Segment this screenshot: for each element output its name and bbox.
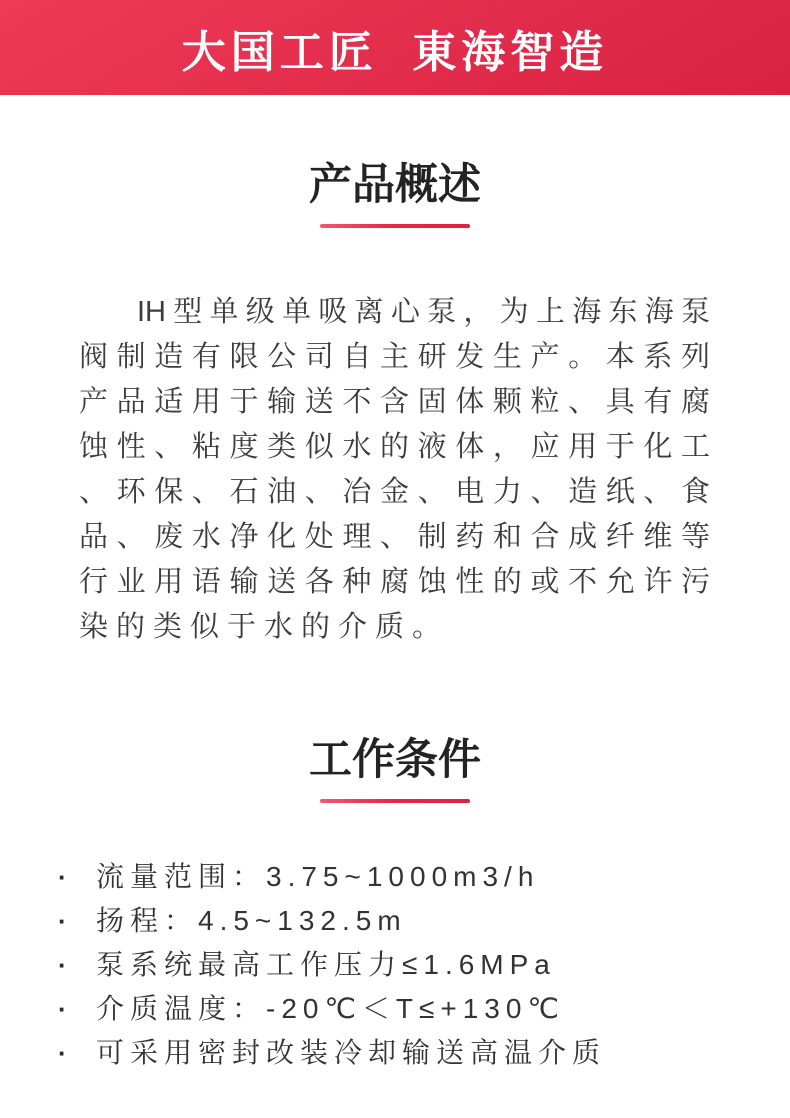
overview-title: 产品概述 bbox=[309, 161, 481, 209]
condition-text: 泵系统最高工作压力≤1.6MPa bbox=[96, 949, 556, 980]
condition-text: 扬程：4.5~132.5m bbox=[96, 905, 407, 936]
bullet-dot-icon: · bbox=[58, 950, 67, 980]
conditions-title-underline bbox=[320, 799, 470, 803]
condition-item bbox=[58, 1031, 750, 1075]
condition-item bbox=[58, 987, 750, 1031]
condition-item bbox=[58, 943, 750, 987]
paragraph-line: IH型单级单吸离心泵，为上海东海泵 bbox=[137, 296, 710, 328]
bullet-dot-icon: · bbox=[58, 994, 67, 1024]
paragraph-line: 品、废水净化处理、制药和合成纤维等 bbox=[79, 521, 710, 553]
paragraph-line: 阀制造有限公司自主研发生产。本系列 bbox=[79, 341, 710, 373]
promo-banner bbox=[0, 0, 790, 95]
condition-text: 流量范围：3.75~1000m3/h bbox=[96, 861, 540, 892]
condition-item bbox=[58, 899, 750, 943]
overview-paragraph bbox=[79, 290, 710, 650]
condition-text: 可采用密封改装冷却输送高温介质 bbox=[96, 1037, 607, 1068]
bullet-dot-icon: · bbox=[58, 862, 67, 892]
paragraph-line: 蚀性、粘度类似水的液体，应用于化工 bbox=[79, 431, 710, 463]
banner-title: 大国工匠 東海智造 bbox=[181, 27, 609, 77]
condition-item bbox=[58, 855, 750, 899]
paragraph-line: 染的类似于水的介质。 bbox=[79, 611, 450, 643]
paragraph-line: 行业用语输送各种腐蚀性的或不允许污 bbox=[79, 566, 710, 598]
bullet-dot-icon: · bbox=[58, 906, 67, 936]
section-product-overview bbox=[0, 161, 790, 650]
conditions-title: 工作条件 bbox=[309, 736, 481, 784]
bullet-dot-icon: · bbox=[58, 1038, 67, 1068]
paragraph-line: 产品适用于输送不含固体颗粒、具有腐 bbox=[79, 386, 710, 418]
paragraph-line: 、环保、石油、冶金、电力、造纸、食 bbox=[79, 476, 710, 508]
overview-title-underline bbox=[320, 224, 470, 228]
section-working-conditions bbox=[0, 736, 790, 1075]
conditions-list bbox=[58, 855, 750, 1075]
condition-text: 介质温度：-20℃＜T≤+130℃ bbox=[96, 993, 565, 1024]
